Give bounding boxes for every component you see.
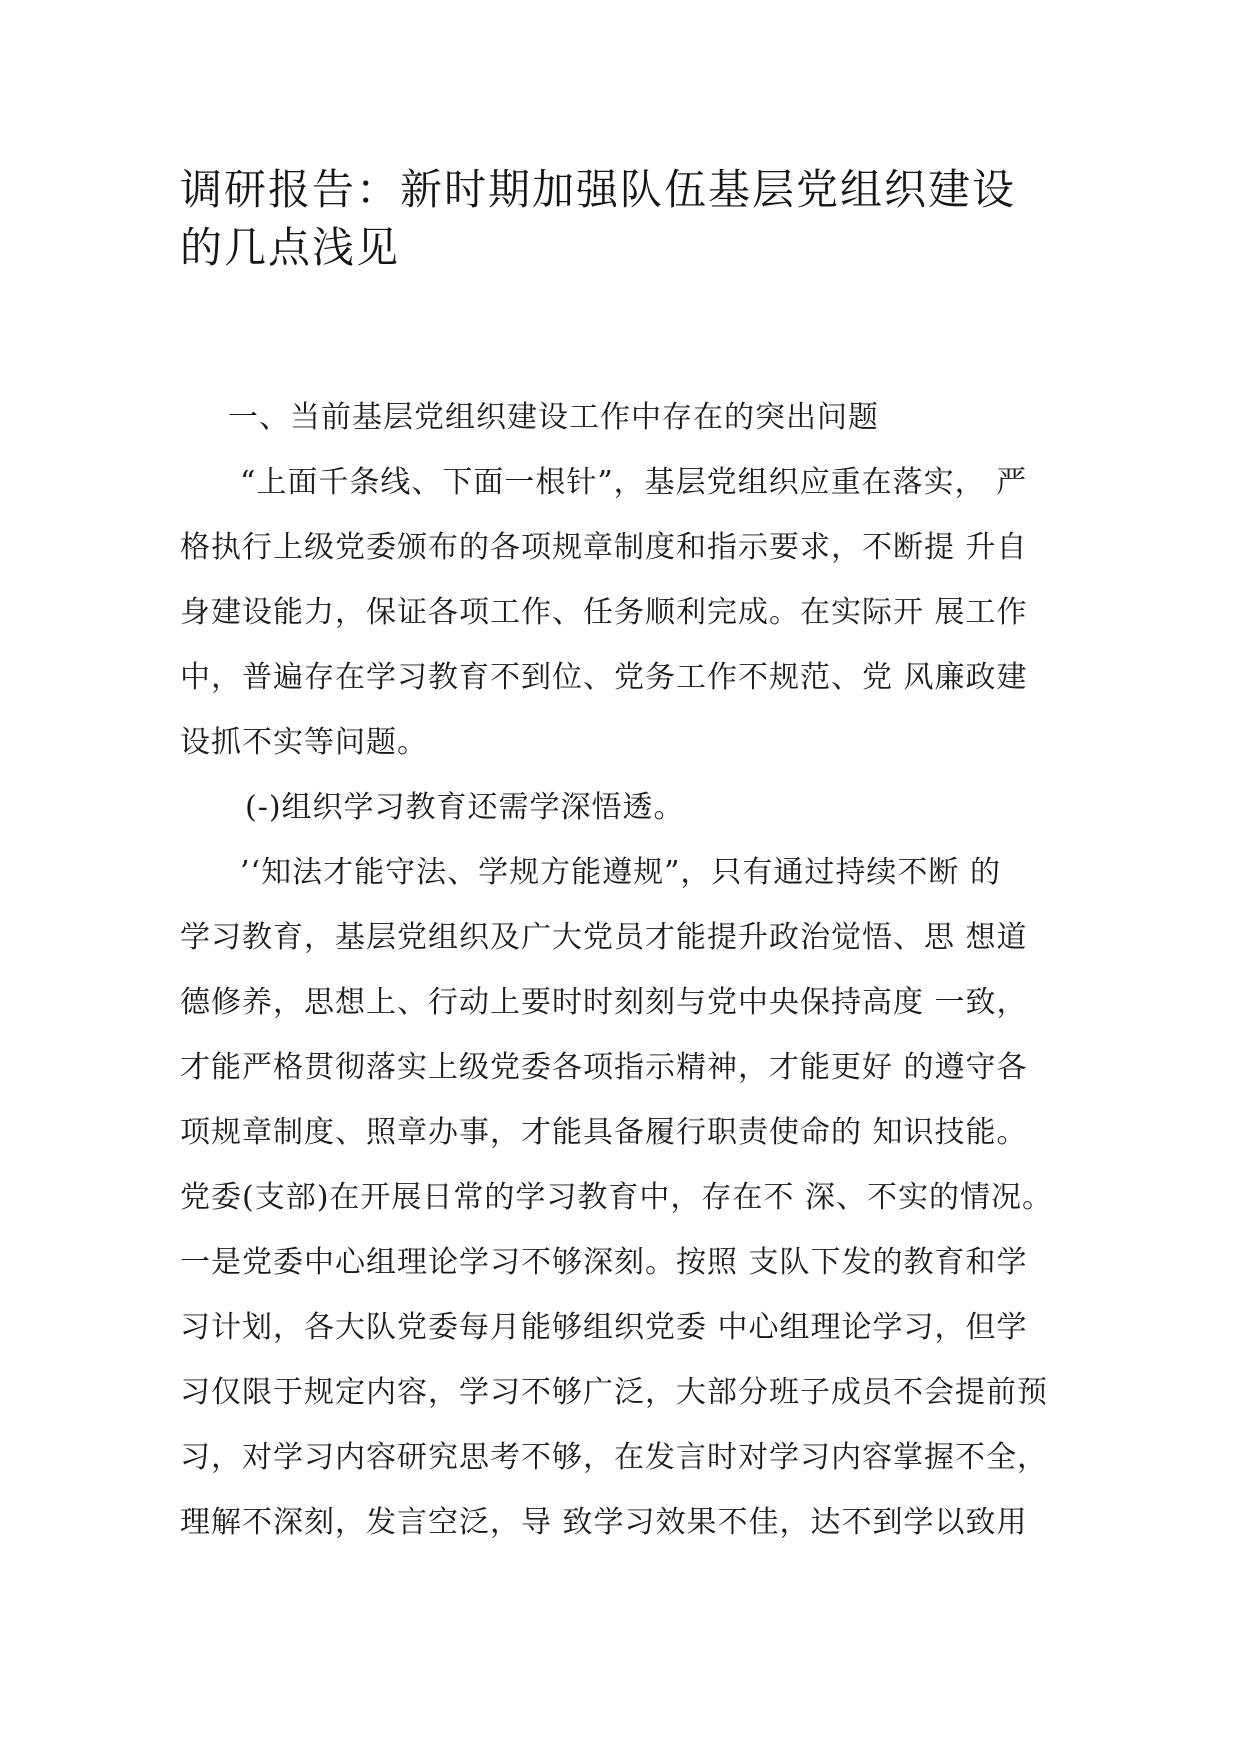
document-title-line-2: 的几点浅见 <box>180 223 401 272</box>
paragraph2-line-8: 习计划，各大队党委每月能够组织党委 中心组理论学习，但学 <box>180 1310 1028 1345</box>
subsection-heading: (-)组织学习教育还需学深悟透。 <box>245 790 685 825</box>
paragraph2-line-7: 一是党委中心组理论学习不够深刻。按照 支队下发的教育和学 <box>180 1245 1028 1280</box>
section-heading: 一、当前基层党组织建设工作中存在的突出问题 <box>228 400 879 435</box>
paragraph2-line-10: 习，对学习内容研究思考不够，在发言时对学习内容掌握不全， <box>180 1440 1048 1475</box>
paragraph2-line-5: 项规章制度、照章办事，才能具备履行职责使命的 知识技能。 <box>180 1115 1028 1150</box>
paragraph2-line-3: 德修养，思想上、行动上要时时刻刻与党中央保持高度 一致， <box>180 985 1028 1020</box>
paragraph1-line-4: 中，普遍存在学习教育不到位、党务工作不规范、党 风廉政建 <box>180 660 1028 695</box>
paragraph1-line-5: 设抓不实等问题。 <box>180 725 428 760</box>
paragraph2-line-1: ’‘知法才能守法、学规方能遵规”，只有通过持续不断 的 <box>240 855 1001 890</box>
paragraph2-line-9: 习仅限于规定内容，学习不够广泛，大部分班子成员不会提前预 <box>180 1375 1048 1410</box>
paragraph1-line-3: 身建设能力，保证各项工作、任务顺利完成。在实际开 展工作 <box>180 595 1028 630</box>
paragraph2-line-11: 理解不深刻，发言空泛，导 致学习效果不佳，达不到学以致用 <box>180 1505 1028 1540</box>
paragraph2-line-2: 学习教育，基层党组织及广大党员才能提升政治觉悟、思 想道 <box>180 920 1028 955</box>
document-title-line-1: 调研报告：新时期加强队伍基层党组织建设 <box>180 165 1017 214</box>
paragraph2-line-6: 党委(支部)在开展日常的学习教育中，存在不 深、不实的情况。 <box>180 1180 1053 1215</box>
paragraph1-line-1: “上面千条线、下面一根针”，基层党组织应重在落实， 严 <box>240 465 1028 500</box>
paragraph2-line-4: 才能严格贯彻落实上级党委各项指示精神，才能更好 的遵守各 <box>180 1050 1028 1085</box>
paragraph1-line-2: 格执行上级党委颁布的各项规章制度和指示要求，不断提 升自 <box>180 530 1028 565</box>
